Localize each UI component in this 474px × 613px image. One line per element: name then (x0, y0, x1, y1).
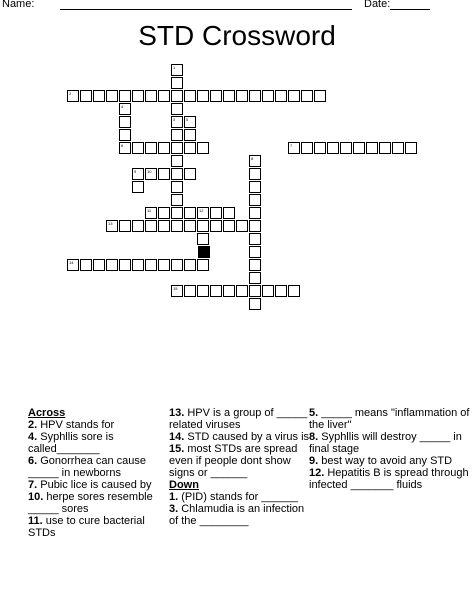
grid-cell[interactable] (405, 142, 417, 154)
clue-number: 10. (28, 491, 47, 503)
grid-cell[interactable] (249, 272, 261, 284)
clue-text: most STDs are spread even if people dont show signs or ______ (169, 443, 298, 479)
clue-number: 3. (169, 503, 182, 515)
grid-cell[interactable] (249, 298, 261, 310)
grid-cell[interactable] (119, 103, 131, 115)
grid-cell[interactable] (379, 142, 391, 154)
clue-number: 2. (28, 419, 41, 431)
grid-cell[interactable] (223, 220, 235, 232)
clue-item (28, 431, 163, 455)
grid-cell[interactable] (197, 233, 209, 245)
clue-number: 1. (169, 491, 182, 503)
grid-cell[interactable] (184, 285, 196, 297)
clue-number: 5. (309, 407, 322, 419)
clue-text: Syphllis sore is called_______ (28, 431, 114, 455)
grid-cell[interactable] (171, 116, 183, 128)
clue-item (309, 455, 474, 467)
clue-number: 14 (69, 260, 74, 265)
clues-column-1 (28, 407, 163, 539)
grid-cell[interactable] (249, 233, 261, 245)
grid-cell[interactable] (249, 168, 261, 180)
grid-cell[interactable] (132, 259, 144, 271)
grid-cell[interactable] (223, 285, 235, 297)
grid-cell[interactable] (80, 259, 92, 271)
clue-number: 8 (251, 156, 254, 161)
grid-cell[interactable] (249, 155, 261, 167)
grid-cell[interactable] (249, 181, 261, 193)
grid-cell[interactable] (197, 259, 209, 271)
grid-cell[interactable] (119, 90, 131, 102)
grid-cell[interactable] (171, 168, 183, 180)
clue-text: Gonorrhea can cause _____ in newborns (28, 455, 147, 479)
clue-text: Hepatitis B is spread through infected _______ fluids (309, 467, 469, 491)
grid-cell[interactable] (288, 142, 300, 154)
grid-cell[interactable] (145, 220, 157, 232)
grid-cell[interactable] (249, 90, 261, 102)
grid-cell[interactable] (132, 90, 144, 102)
grid-cell[interactable] (132, 168, 144, 180)
clue-item (28, 419, 163, 431)
clue-item (28, 491, 163, 515)
grid-cell[interactable] (301, 90, 313, 102)
clue-number: 4 (121, 104, 124, 109)
grid-cell[interactable] (119, 129, 131, 141)
down-heading: Down (169, 479, 199, 491)
clue-item (28, 515, 163, 539)
grid-cell[interactable] (171, 77, 183, 89)
grid-cell[interactable] (171, 181, 183, 193)
grid-cell[interactable] (392, 142, 404, 154)
clue-text: HPV is a group of _____ related viruses (169, 407, 308, 431)
grid-cell[interactable] (249, 220, 261, 232)
grid-cell[interactable] (184, 116, 196, 128)
name-label: Name: (2, 0, 35, 10)
clue-number: 11. (28, 515, 46, 527)
grid-cell[interactable] (314, 142, 326, 154)
grid-cell[interactable] (236, 220, 248, 232)
clue-item (169, 443, 309, 479)
grid-cell[interactable] (184, 129, 196, 141)
grid-cell[interactable] (249, 285, 261, 297)
grid-cell[interactable] (197, 285, 209, 297)
grid-cell[interactable] (106, 90, 118, 102)
grid-cell[interactable] (249, 207, 261, 219)
grid-cell[interactable] (171, 207, 183, 219)
grid-cell[interactable] (145, 168, 157, 180)
clue-number: 15 (173, 286, 178, 291)
grid-cell[interactable] (93, 90, 105, 102)
clue-item (169, 503, 309, 527)
grid-cell[interactable] (223, 207, 235, 219)
grid-cell[interactable] (210, 207, 222, 219)
grid-cell[interactable] (236, 285, 248, 297)
grid-cell[interactable] (67, 90, 79, 102)
grid-cell[interactable] (171, 142, 183, 154)
grid-cell[interactable] (119, 220, 131, 232)
clue-number: 4. (28, 431, 41, 443)
grid-cell[interactable] (132, 142, 144, 154)
clue-item (309, 431, 474, 455)
clue-number: 12 (199, 208, 204, 213)
grid-cell[interactable] (158, 142, 170, 154)
grid-cell[interactable] (249, 194, 261, 206)
grid-cell[interactable] (288, 90, 300, 102)
grid-cell[interactable] (210, 90, 222, 102)
grid-cell[interactable] (288, 285, 300, 297)
grid-cell[interactable] (197, 142, 209, 154)
grid-cell[interactable] (145, 90, 157, 102)
grid-cell[interactable] (67, 259, 79, 271)
grid-cell[interactable] (197, 207, 209, 219)
clue-text: herpe sores resemble _____ sores (28, 491, 153, 515)
clue-item (28, 479, 163, 491)
grid-cell[interactable] (158, 259, 170, 271)
grid-cell[interactable] (171, 64, 183, 76)
grid-cell[interactable] (171, 90, 183, 102)
grid-cell[interactable] (171, 285, 183, 297)
grid-cell[interactable] (340, 142, 352, 154)
clue-text: use to cure bacterial STDs (28, 515, 145, 539)
grid-cell[interactable] (158, 220, 170, 232)
grid-cell[interactable] (184, 207, 196, 219)
clue-number: 11 (147, 208, 152, 213)
grid-cell[interactable] (327, 142, 339, 154)
grid-cell[interactable] (210, 220, 222, 232)
grid-cell[interactable] (314, 90, 326, 102)
clue-text: Pubic lice is caused by (40, 479, 152, 491)
clue-number: 15. (169, 443, 188, 455)
clues-column-3 (309, 407, 474, 491)
grid-cell[interactable] (145, 259, 157, 271)
clue-item (309, 407, 474, 431)
grid-cell[interactable] (275, 90, 287, 102)
clue-number: 3 (173, 117, 176, 122)
grid-cell[interactable] (275, 285, 287, 297)
grid-cell[interactable] (119, 142, 131, 154)
grid-cell[interactable] (93, 259, 105, 271)
clue-text: _____ means "inflammation of the liver" (309, 407, 470, 431)
grid-cell[interactable] (158, 207, 170, 219)
grid-cell[interactable] (145, 142, 157, 154)
grid-cell[interactable] (171, 259, 183, 271)
grid-cell[interactable] (262, 90, 274, 102)
grid-cell[interactable] (171, 194, 183, 206)
clue-number: 7 (290, 143, 293, 148)
clue-text: best way to avoid any STD (321, 455, 453, 467)
grid-cell[interactable] (145, 207, 157, 219)
grid-cell[interactable] (184, 90, 196, 102)
grid-cell[interactable] (158, 168, 170, 180)
clue-item (309, 467, 474, 491)
grid-cell[interactable] (197, 90, 209, 102)
grid-cell[interactable] (106, 259, 118, 271)
grid-cell[interactable] (353, 142, 365, 154)
across-heading: Across (28, 407, 66, 419)
clue-text: STD caused by a virus is (187, 431, 310, 443)
grid-cell[interactable] (210, 285, 222, 297)
grid-cell[interactable] (132, 220, 144, 232)
grid-cell[interactable] (80, 90, 92, 102)
grid-cell[interactable] (171, 103, 183, 115)
grid-cell[interactable] (184, 259, 196, 271)
grid-cell[interactable] (184, 168, 196, 180)
clue-text: Chlamudia is an infection of the ________ (169, 503, 305, 527)
clue-number: 8. (309, 431, 322, 443)
grid-cell[interactable] (158, 90, 170, 102)
grid-cell[interactable] (366, 142, 378, 154)
clue-item (169, 407, 309, 431)
grid-cell[interactable] (184, 220, 196, 232)
clue-number: 12. (309, 467, 328, 479)
grid-cell[interactable] (236, 90, 248, 102)
grid-cell[interactable] (106, 220, 118, 232)
clue-item (169, 491, 309, 503)
clue-number: 10 (147, 169, 152, 174)
clue-number: 13 (108, 221, 113, 226)
clue-number: 13. (169, 407, 188, 419)
clue-number: 6 (121, 143, 124, 148)
grid-cell[interactable] (197, 220, 209, 232)
grid-cell[interactable] (301, 142, 313, 154)
clue-number: 7. (28, 479, 41, 491)
grid-cell[interactable] (132, 181, 144, 193)
grid-cell[interactable] (119, 259, 131, 271)
grid-cell[interactable] (262, 285, 274, 297)
grid-cell[interactable] (171, 129, 183, 141)
grid-cell[interactable] (249, 246, 261, 258)
grid-cell[interactable] (119, 116, 131, 128)
clues-column-2 (169, 407, 309, 527)
black-square (198, 246, 210, 258)
grid-cell[interactable] (249, 259, 261, 271)
grid-cell[interactable] (184, 142, 196, 154)
grid-cell[interactable] (223, 90, 235, 102)
clue-item (169, 431, 309, 443)
clue-number: 1 (173, 65, 176, 70)
clue-number: 5 (186, 117, 189, 122)
clue-number: 9. (309, 455, 322, 467)
grid-cell[interactable] (171, 155, 183, 167)
grid-cell[interactable] (171, 220, 183, 232)
clue-text: Syphllis will destroy _____ in final stage (309, 431, 462, 455)
date-label: Date: (364, 0, 391, 10)
clue-number: 2 (69, 91, 72, 96)
page-title: STD Crossword (138, 20, 336, 51)
clue-number: 9 (134, 169, 137, 174)
clue-number: 6. (28, 455, 41, 467)
clue-text: (PID) stands for ______ (181, 491, 299, 503)
clue-text: HPV stands for (40, 419, 115, 431)
clue-item (28, 455, 163, 479)
clue-number: 14. (169, 431, 188, 443)
